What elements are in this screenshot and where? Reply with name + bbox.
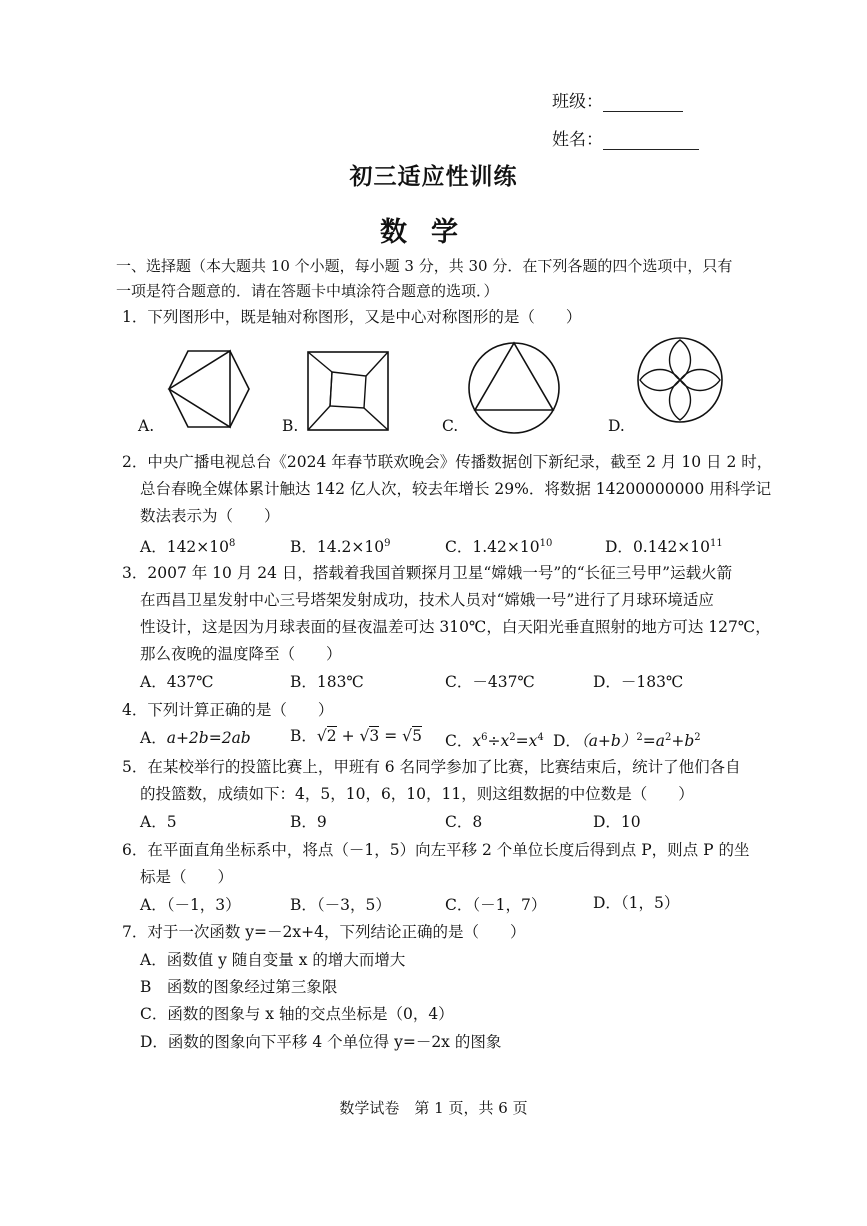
q7-option-b: B 函数的图象经过第三象限 <box>140 978 338 996</box>
q2-line3: 数法表示为（ ） <box>140 507 280 525</box>
exam-title: 初三适应性训练 <box>349 163 518 190</box>
name-field <box>552 130 699 150</box>
q2-option-d: D．$0.142\times 10^{11}$ <box>605 538 723 557</box>
q6-line1: 6．在平面直角坐标系中，将点（－1，5）向左平移 2 个单位长度后得到点 P，则点 P 的坐 <box>122 841 750 859</box>
name-blank <box>603 135 699 150</box>
sqrt-icon: √ <box>316 727 327 745</box>
q4-stem: 4．下列计算正确的是（ ） <box>122 701 334 719</box>
q2-line2: 总台春晚全媒体累计触达 142 亿人次，较去年增长 29%．将数据 14200000000 用科学记 <box>140 480 772 498</box>
q1-figure-a <box>150 348 250 430</box>
q1-figure-d <box>636 336 724 424</box>
subject-title: 数学 <box>380 217 482 248</box>
q4-option-c: C．$x^6\div x^2=x^4$ <box>445 732 544 751</box>
q7-option-a: A．函数值 y 随自变量 x 的增大而增大 <box>140 951 406 969</box>
q5-line1: 5．在某校举行的投篮比赛上，甲班有 6 名同学参加了比赛，比赛结束后，统计了他们各自 <box>122 758 741 776</box>
q3-line1: 3．2007 年 10 月 24 日，搭载着我国首颗探月卫星“嫦娥一号”的“长征三号甲”运载火箭 <box>122 564 733 582</box>
q3-option-a: A．437℃ <box>140 673 214 691</box>
q1-option-d: D. <box>608 417 625 435</box>
q1-figure-c <box>466 340 562 436</box>
q1-option-a: A. <box>138 417 155 435</box>
q5-option-c: C．8 <box>445 813 483 831</box>
q3-option-b: B．183℃ <box>290 673 364 691</box>
q6-option-a: A．（－1，3） <box>140 896 241 914</box>
q5-option-a: A．5 <box>140 813 177 831</box>
q4-option-a: A．a+2b=2ab <box>140 729 251 747</box>
q2-line1: 2．中央广播电视总台《2024 年春节联欢晚会》传播数据创下新纪录，截至 2 月 10 日 2 时， <box>122 453 773 471</box>
q7-stem: 7．对于一次函数 y=－2x+4，下列结论正确的是（ ） <box>122 923 526 941</box>
q1-figure-b <box>306 350 390 432</box>
q6-line2: 标是（ ） <box>140 868 234 886</box>
page-footer: 数学试卷 第 1 页，共 6 页 <box>339 1099 528 1117</box>
q3-option-c: C．－437℃ <box>445 673 535 691</box>
sqrt-icon: √ <box>359 727 370 745</box>
q2-option-c: C．$1.42\times 10^{10}$ <box>445 538 553 557</box>
q6-option-b: B．（－3，5） <box>290 896 391 914</box>
name-label: 姓名： <box>552 130 603 150</box>
q5-option-b: B．9 <box>290 813 327 831</box>
sqrt-icon: √ <box>402 727 413 745</box>
q3-line2: 在西昌卫星发射中心三号塔架发射成功，技术人员对“嫦娥一号”进行了月球环境适应 <box>140 591 714 609</box>
q3-option-d: D．－183℃ <box>593 673 684 691</box>
q1-stem: 1．下列图形中，既是轴对称图形，又是中心对称图形的是（ ） <box>122 308 582 326</box>
class-field <box>552 92 683 112</box>
q4-option-d: D．$(a+b)^2=a^2+b^2$ <box>553 732 701 751</box>
q5-option-d: D．10 <box>593 813 641 831</box>
q2-option-b: B．$14.2\times 10^9$ <box>290 538 391 557</box>
class-blank <box>603 97 683 112</box>
q6-option-c: C．（－1，7） <box>445 896 547 914</box>
q7-option-c: C．函数的图象与 x 轴的交点坐标是（0，4） <box>140 1005 454 1023</box>
q1-option-b: B. <box>282 417 299 435</box>
class-label: 班级： <box>552 92 603 112</box>
q4-option-b: B．√2 + √3 = √5 <box>290 727 422 745</box>
q5-line2: 的投篮数，成绩如下：4，5，10，6，10，11，则这组数据的中位数是（ ） <box>140 785 694 803</box>
q7-option-d: D．函数的图象向下平移 4 个单位得 y=－2x 的图象 <box>140 1033 502 1051</box>
q3-line3: 性设计，这是因为月球表面的昼夜温差可达 310℃，白天阳光垂直照射的地方可达 127℃， <box>140 618 771 636</box>
section-heading-line2: 一项是符合题意的．请在答题卡中填涂符合题意的选项．） <box>116 282 499 300</box>
q1-option-c: C. <box>442 417 459 435</box>
section-heading-line1: 一、选择题（本大题共 10 个小题，每小题 3 分，共 30 分．在下列各题的四个选项中，只有 <box>116 257 733 275</box>
q3-line4: 那么夜晚的温度降至（ ） <box>140 645 342 663</box>
q6-option-d: D．（1，5） <box>593 894 680 912</box>
q2-option-a: A．$142\times 10^8$ <box>140 538 236 557</box>
